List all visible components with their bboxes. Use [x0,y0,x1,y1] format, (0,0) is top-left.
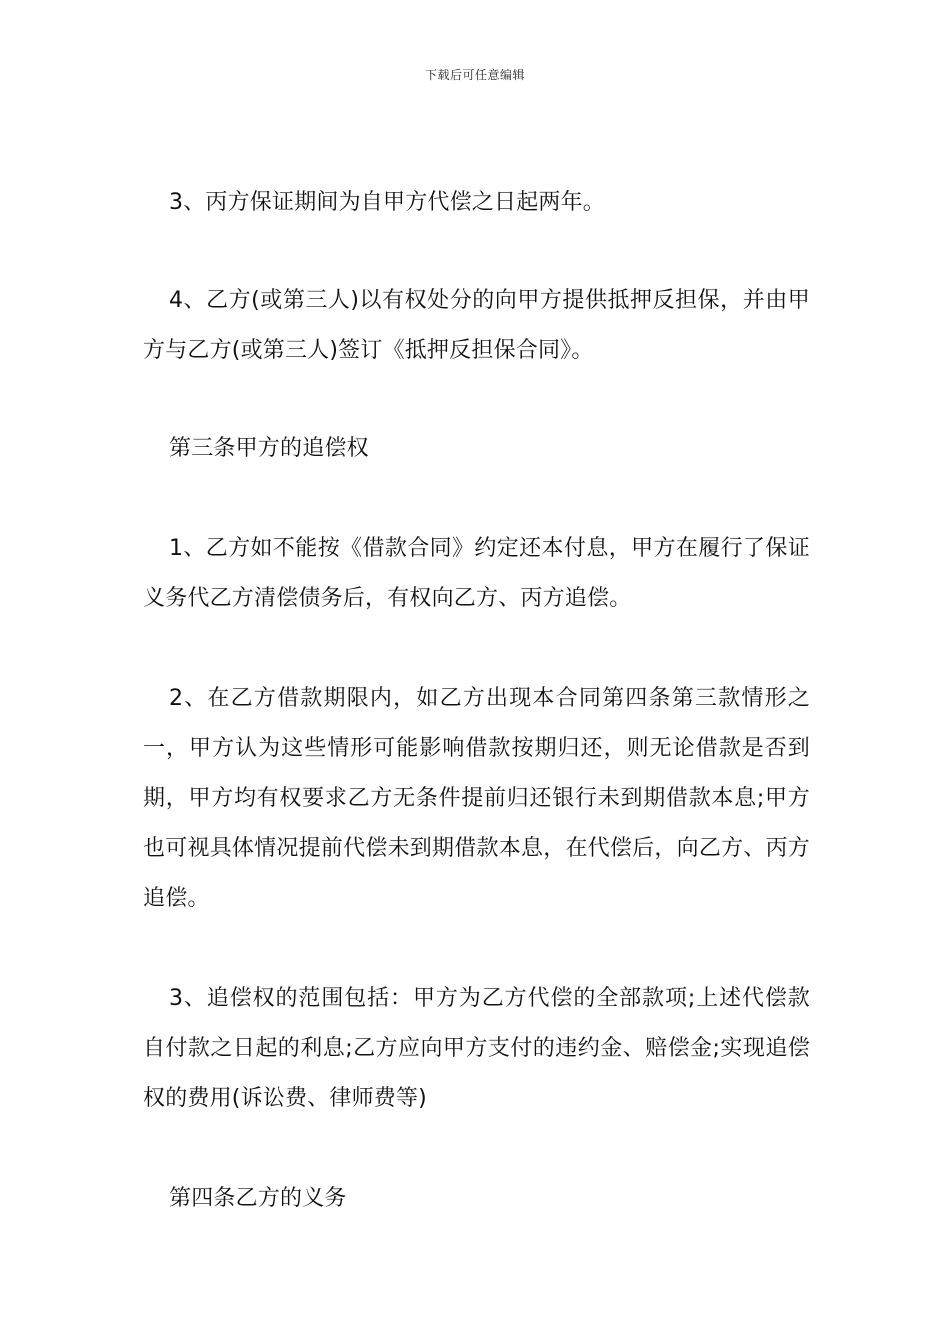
paragraph-recourse-1: 1、乙方如不能按《借款合同》约定还本付息，甲方在履行了保证义务代乙方清偿债务后，有权向乙方、丙方追偿。 [143,536,810,611]
paragraph-recourse-3: 3、追偿权的范围包括：甲方为乙方代偿的全部款项;上述代偿款自付款之日起的利息;乙方应向甲方支付的违约金、赔偿金;实现追偿权的费用(诉讼费、律师费等) [143,986,810,1111]
section-heading-article-3: 第三条甲方的追偿权 [169,436,369,461]
page-header: 下载后可任意编辑 [424,68,525,82]
section-heading-article-4: 第四条乙方的义务 [169,1186,347,1211]
paragraph-recourse-2: 2、在乙方借款期限内，如乙方出现本合同第四条第三款情形之一，甲方认为这些情形可能影响借款按期归还，则无论借款是否到期，甲方均有权要求乙方无条件提前归还银行未到期借款本息;甲方也可视具体情况提前代偿未到期借款本息，在代偿后，向乙方、丙方追偿。 [143,686,810,911]
paragraph-clause-4: 4、乙方(或第三人)以有权处分的向甲方提供抵押反担保，并由甲方与乙方(或第三人)签订《抵押反担保合同》。 [143,288,810,363]
paragraph-clause-3: 3、丙方保证期间为自甲方代偿之日起两年。 [169,190,605,215]
document-body [143,178,810,1224]
